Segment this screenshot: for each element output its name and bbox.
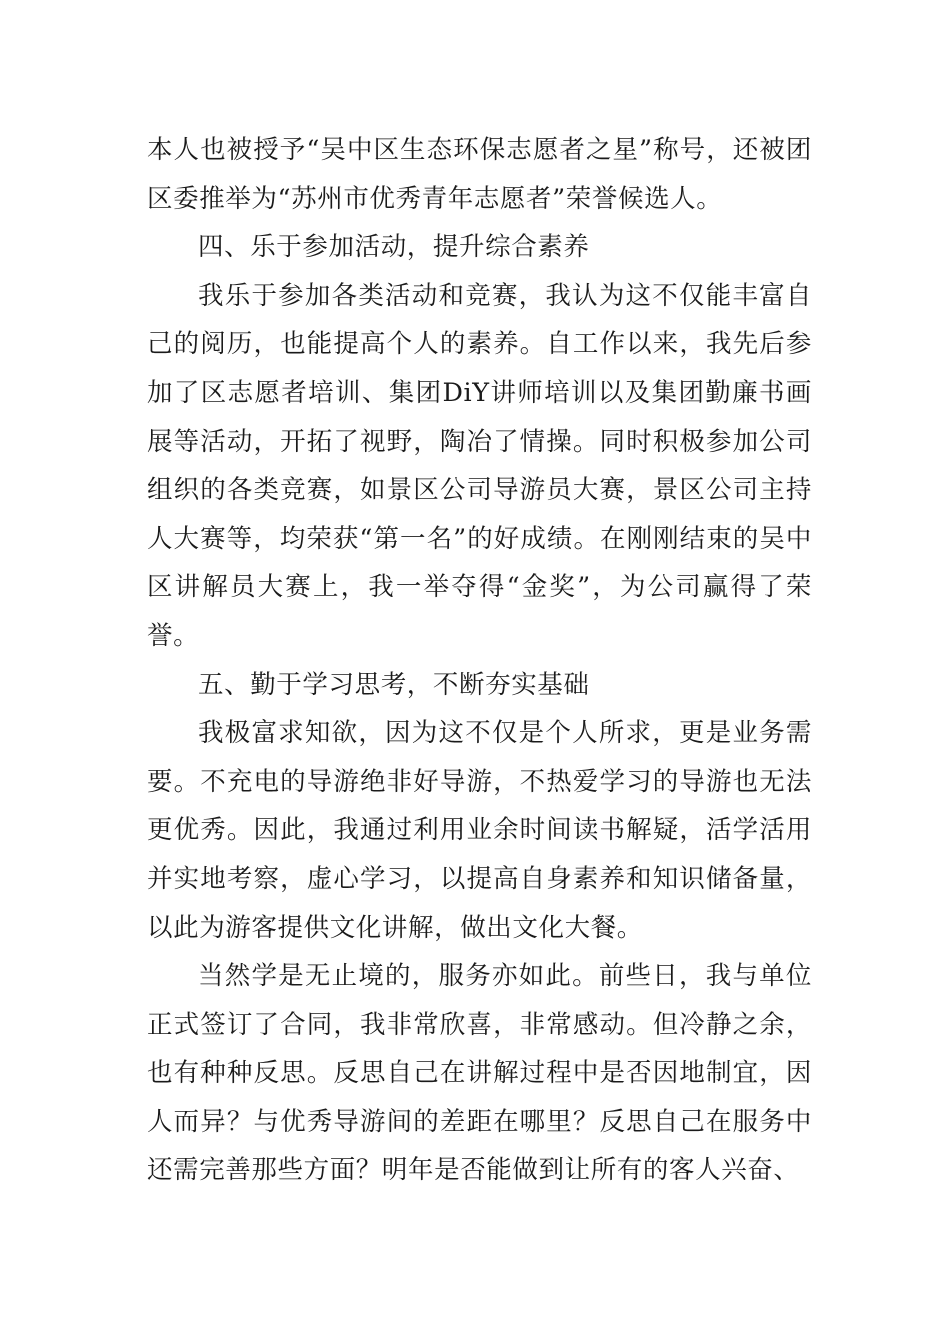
section-heading-activities: 四、乐于参加活动，提升综合素养 <box>198 232 590 263</box>
paragraph-volunteer-honors: 本人也被授予“吴中区生态环保志愿者之星”称号，还被团区委推举为“苏州市优秀青年志愿者”荣誉候选人。 <box>147 135 812 214</box>
paragraph-reflection: 当然学是无止境的，服务亦如此。前些日，我与单位正式签订了合同，我非常欣喜，非常感动。但冷静之余，也有种种反思。反思自己在讲解过程中是否因地制宜，因人而异？与优秀导游间的差距在哪里？反思自己在服务中还需完善那些方面？明年是否能做到让所有的客人兴奋、 <box>147 961 812 1186</box>
section-heading-learning: 五、勤于学习思考，不断夯实基础 <box>198 669 590 700</box>
paragraph-activities: 我乐于参加各类活动和竞赛，我认为这不仅能丰富自己的阅历，也能提高个人的素养。自工作以来，我先后参加了区志愿者培训、集团DiY讲师培训以及集团勤廉书画展等活动，开拓了视野，陶冶了情操。同时积极参加公司组织的各类竞赛，如景区公司导游员大赛，景区公司主持人大赛等，均荣获“第一名”的好成绩。在刚刚结束的吴中区讲解员大赛上，我一举夺得“金奖”，为公司赢得了荣誉。 <box>147 280 812 651</box>
paragraph-learning: 我极富求知欲，因为这不仅是个人所求，更是业务需要。不充电的导游绝非好导游，不热爱学习的导游也无法更优秀。因此，我通过利用业余时间读书解疑，活学活用并实地考察，虚心学习，以提高自身素养和知识储备量，以此为游客提供文化讲解，做出文化大餐。 <box>147 718 812 943</box>
document-body <box>147 126 812 1195</box>
